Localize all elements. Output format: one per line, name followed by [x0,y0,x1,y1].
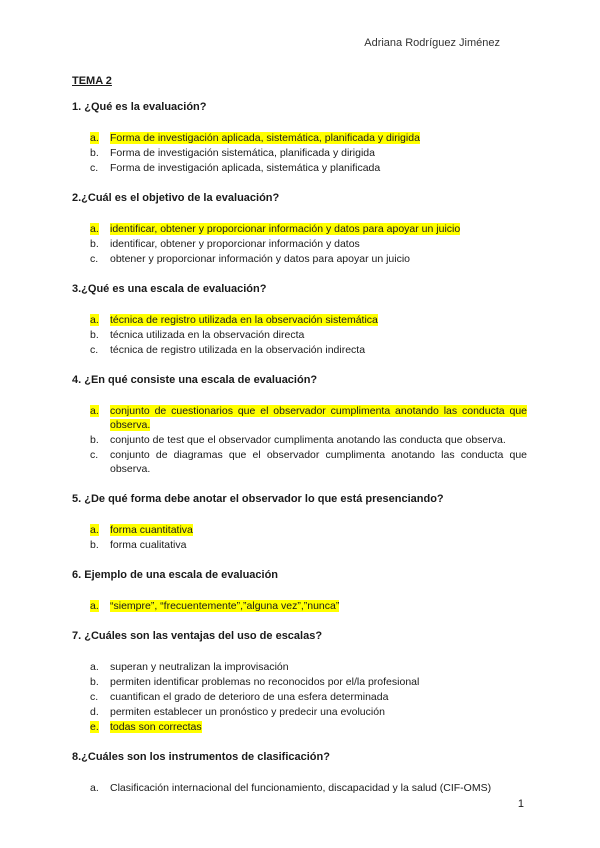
option-text-value: permiten identificar problemas no reconocidos por el/la profesional [110,676,420,688]
option-text-value: conjunto de test que el observador cumplimenta anotando las conducta que observa. [110,434,506,446]
question-3-options [72,313,527,357]
answer-option [72,252,527,266]
option-letter-text: b. [90,329,99,341]
option-letter-text: c. [90,449,99,461]
option-text-value: todas son correctas [110,721,202,733]
option-letter-text: e. [90,721,99,733]
question-4-options [72,404,527,476]
option-letter [72,538,110,552]
option-letter-text: a. [90,524,99,536]
option-text-value: Forma de investigación aplicada, sistemática y planificada [110,162,381,174]
option-text-value: Forma de investigación aplicada, sistemática, planificada y dirigida [110,132,420,144]
option-letter-text: c. [90,253,99,265]
option-letter-text: a. [90,600,99,612]
option-letter [72,146,110,160]
question-3: 3.¿Qué es una escala de evaluación? [72,283,267,295]
option-letter [72,660,110,674]
option-text-value: forma cualitativa [110,539,187,551]
option-text [110,538,527,552]
option-text [110,448,527,476]
answer-option [72,538,527,552]
question-8: 8.¿Cuáles son los instrumentos de clasificación? [72,751,330,763]
question-list [72,100,527,811]
option-text [110,343,527,357]
option-text-value: obtener y proporcionar información y datos para apoyar un juicio [110,253,411,265]
option-letter [72,675,110,689]
question-2-options [72,222,527,266]
option-text [110,161,527,175]
answer-option [72,328,527,342]
option-letter-text: a. [90,661,99,673]
answer-option [72,690,527,704]
answer-option [72,523,527,537]
answer-option [72,404,527,432]
option-letter-text: b. [90,147,99,159]
option-text [110,781,527,795]
option-letter-text: b. [90,434,99,446]
option-letter [72,343,110,357]
option-text-value: “siempre”, “frecuentemente”,”alguna vez”,”nunca” [110,600,340,612]
option-letter-text: b. [90,238,99,250]
option-letter-text: c. [90,691,99,703]
option-letter [72,690,110,704]
option-letter [72,328,110,342]
option-text [110,720,527,734]
answer-option [72,660,527,674]
option-letter-text: a. [90,223,99,235]
option-letter-text: b. [90,539,99,551]
option-letter-text: a. [90,314,99,326]
question-4: 4. ¿En qué consiste una escala de evaluación? [72,374,318,386]
answer-option [72,448,527,476]
question-6: 6. Ejemplo de una escala de evaluación [72,569,279,581]
option-text [110,146,527,160]
answer-option [72,146,527,160]
option-letter [72,433,110,447]
question-8-options [72,781,527,795]
answer-option [72,705,527,719]
question-7: 7. ¿Cuáles son las ventajas del uso de escalas? [72,630,323,642]
option-text [110,675,527,689]
option-letter [72,448,110,476]
option-letter [72,252,110,266]
answer-option [72,599,527,613]
option-text-value: Clasificación internacional del funcionamiento, discapacidad y la salud (CIF-OMS) [110,782,492,794]
option-text-value: técnica de registro utilizada en la observación indirecta [110,344,366,356]
option-letter [72,523,110,537]
answer-option [72,781,527,795]
option-text-value: Forma de investigación sistemática, planificada y dirigida [110,147,375,159]
question-5: 5. ¿De qué forma debe anotar el observador lo que está presenciando? [72,493,444,505]
answer-option [72,433,527,447]
option-text [110,131,527,145]
option-letter [72,222,110,236]
option-letter [72,781,110,795]
option-letter-text: a. [90,132,99,144]
option-text [110,660,527,674]
option-text-value: conjunto de diagramas que el observador cumplimenta anotando las conducta que observa. [110,449,527,475]
answer-option [72,343,527,357]
page-number: 1 [517,798,524,810]
option-letter [72,404,110,432]
option-letter-text: d. [90,706,99,718]
answer-option [72,161,527,175]
option-letter-text: a. [90,782,99,794]
option-text [110,313,527,327]
option-text-value: técnica de registro utilizada en la observación sistemática [110,314,378,326]
option-text-value: cuantifican el grado de deterioro de una esfera determinada [110,691,389,703]
option-text-value: identificar, obtener y proporcionar información y datos [110,238,360,250]
option-letter [72,313,110,327]
option-letter-text: a. [90,405,99,417]
question-1: 1. ¿Qué es la evaluación? [72,101,207,113]
option-text [110,237,527,251]
option-letter [72,131,110,145]
option-letter [72,599,110,613]
option-text [110,523,527,537]
option-letter [72,720,110,734]
question-6-options [72,599,527,613]
answer-option [72,222,527,236]
option-text-value: forma cuantitativa [110,524,193,536]
option-text [110,404,527,432]
option-letter-text: c. [90,162,99,174]
option-text [110,328,527,342]
option-text-value: superan y neutralizan la improvisación [110,661,289,673]
header-author: Adriana Rodríguez Jiménez [364,37,500,49]
option-text-value: conjunto de cuestionarios que el observador cumplimenta anotando las conducta que observa. [110,405,527,431]
answer-option [72,675,527,689]
option-text-value: permiten establecer un pronóstico y predecir una evolución [110,706,385,718]
question-2: 2.¿Cuál es el objetivo de la evaluación? [72,192,280,204]
option-text [110,433,527,447]
question-1-options [72,131,527,175]
document-title: TEMA 2 [72,75,112,87]
option-text-value: identificar, obtener y proporcionar información y datos para apoyar un juicio [110,223,461,235]
option-text [110,252,527,266]
option-text [110,705,527,719]
question-7-options [72,660,527,734]
option-text [110,222,527,236]
option-letter-text: c. [90,344,99,356]
option-letter [72,161,110,175]
option-text-value: técnica utilizada en la observación directa [110,329,305,341]
answer-option [72,720,527,734]
option-letter [72,705,110,719]
question-5-options [72,523,527,552]
option-text [110,599,527,613]
answer-option [72,237,527,251]
answer-option [72,131,527,145]
option-letter [72,237,110,251]
answer-option [72,313,527,327]
option-letter-text: b. [90,676,99,688]
option-text [110,690,527,704]
